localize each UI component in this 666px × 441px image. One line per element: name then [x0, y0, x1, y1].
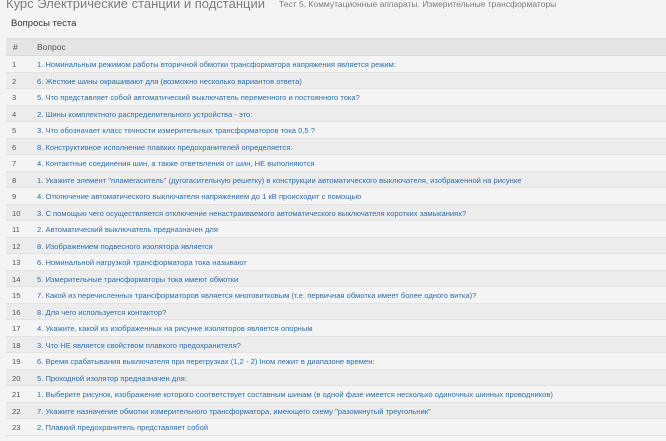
question-link[interactable]: 3. Что обозначает класс точности измерительных трансформаторов тока 0,5 ? — [37, 126, 315, 135]
question-link[interactable]: 4. Укажите, какой из изображенных на рисунке изоляторов является опорным — [37, 324, 313, 333]
question-number: 18 — [12, 340, 21, 350]
question-link[interactable]: 4. Отключение автоматического выключателя напряжением до 1 кВ происходит с помощью — [37, 192, 362, 201]
question-number: 8 — [12, 175, 17, 185]
table-row — [6, 386, 666, 403]
question-link[interactable]: 8. Конструктивное исполнение плавких предохранителей определяется: — [37, 142, 293, 152]
panel-title: Вопросы теста — [11, 18, 77, 29]
question-number: 9 — [12, 192, 17, 201]
column-header-question: Вопрос — [37, 42, 66, 52]
table-row — [6, 337, 666, 354]
table-row — [6, 320, 666, 337]
table-body — [6, 56, 666, 436]
question-number: 12 — [12, 241, 21, 251]
table-row — [6, 122, 666, 139]
table-row — [6, 205, 666, 222]
question-number: 6 — [12, 142, 17, 152]
question-number: 1 — [12, 60, 17, 69]
question-link[interactable]: 5. Что представляет собой автоматический выключатель переменного и постоянного тока? — [37, 93, 360, 102]
table-row — [6, 56, 666, 73]
table-row — [6, 238, 666, 255]
question-number: 5 — [12, 126, 17, 135]
table-row — [6, 304, 666, 321]
question-link[interactable]: 8. Для чего используется контактор? — [37, 307, 167, 317]
course-title: Курс Электрические станции и подстанции — [6, 0, 265, 11]
question-link[interactable]: 5. Проходной изолятор предназначен для: — [37, 373, 187, 383]
table-row — [6, 172, 666, 189]
question-link[interactable]: 1. Укажите элемент "пламегаситель" (дугогасительную решетку) в конструкции автоматического выключателя, изображенной на рисунке — [37, 175, 522, 185]
question-number: 7 — [12, 159, 17, 168]
table-header — [6, 38, 666, 56]
question-number: 15 — [12, 291, 21, 300]
table-row — [6, 188, 666, 205]
table-row — [6, 271, 666, 288]
question-link[interactable]: 2. Плавкий предохранитель представляет собой — [37, 423, 209, 432]
question-link[interactable]: 1. Выберите рисунок, изображение которого соответствует составным шинам (в одной фазе имеется несколько одиночных шинных проводников) — [37, 390, 553, 399]
top-bar — [0, 0, 666, 14]
table-row — [6, 139, 666, 156]
question-number: 23 — [12, 423, 21, 432]
question-number: 16 — [12, 307, 21, 317]
question-link[interactable]: 6. Жесткие шины окрашивают для (возможно несколько вариантов ответа) — [37, 76, 302, 86]
table-row — [6, 73, 666, 90]
question-link[interactable]: 7. Укажите назначение обмотки измерительного трансформатора, имеющего схему "разомкнутый треугольник" — [37, 406, 431, 416]
question-link[interactable]: 4. Контактные соединения шин, а также ответвления от шин, НЕ выполняются — [37, 159, 315, 168]
question-link[interactable]: 6. Номинальной нагрузкой трансформатора тока называют — [37, 258, 247, 267]
question-link[interactable]: 7. Какой из перечисленных трансформаторов является многовитковым (т.е. первичная обмотка имеет более одного витка)? — [37, 291, 477, 300]
question-number: 11 — [12, 225, 20, 234]
question-link[interactable]: 8. Изображением подвесного изолятора является — [37, 241, 213, 251]
question-number: 3 — [12, 93, 17, 102]
question-number: 10 — [12, 208, 21, 218]
question-link[interactable]: 3. Что НЕ является свойством плавкого предохранителя? — [37, 340, 241, 350]
question-link[interactable]: 1. Номинальным режимом работы вторичной обмотки трансформатора напряжения является режим: — [37, 60, 396, 69]
table-row — [6, 370, 666, 387]
question-number: 17 — [12, 324, 21, 333]
question-number: 4 — [12, 109, 17, 119]
question-link[interactable]: 2. Автоматический выключатель предназначен для — [37, 225, 218, 234]
table-row — [6, 155, 666, 172]
question-link[interactable]: 6. Время срабатывания выключателя при перегрузках (1,2 - 2) Iном лежит в диапазоне времен: — [37, 357, 375, 366]
column-header-number: # — [13, 42, 18, 52]
question-link[interactable]: 5. Измерительные трансформаторы тока имеют обмотки — [37, 274, 239, 284]
table-row — [6, 403, 666, 420]
table-row — [6, 89, 666, 106]
table-row — [6, 254, 666, 271]
question-number: 2 — [12, 76, 17, 86]
question-link[interactable]: 3. С помощью чего осуществляется отключение ненастраиваемого автоматического выключателя коротких замыканиях? — [37, 208, 467, 218]
question-number: 21 — [12, 390, 21, 399]
table-row — [6, 106, 666, 123]
table-row — [6, 287, 666, 304]
question-number: 20 — [12, 373, 21, 383]
question-link[interactable]: 2. Шины комплектного распределительного устройства - это: — [37, 109, 253, 119]
table-row — [6, 353, 666, 370]
question-number: 19 — [12, 357, 21, 366]
question-number: 13 — [12, 258, 21, 267]
table-row — [6, 419, 666, 436]
questions-table — [6, 38, 666, 436]
test-title: Тест 5. Коммутационные аппараты. Измерительные трансформаторы — [279, 0, 557, 9]
table-row — [6, 221, 666, 238]
question-number: 14 — [12, 274, 21, 284]
question-number: 22 — [12, 406, 21, 416]
